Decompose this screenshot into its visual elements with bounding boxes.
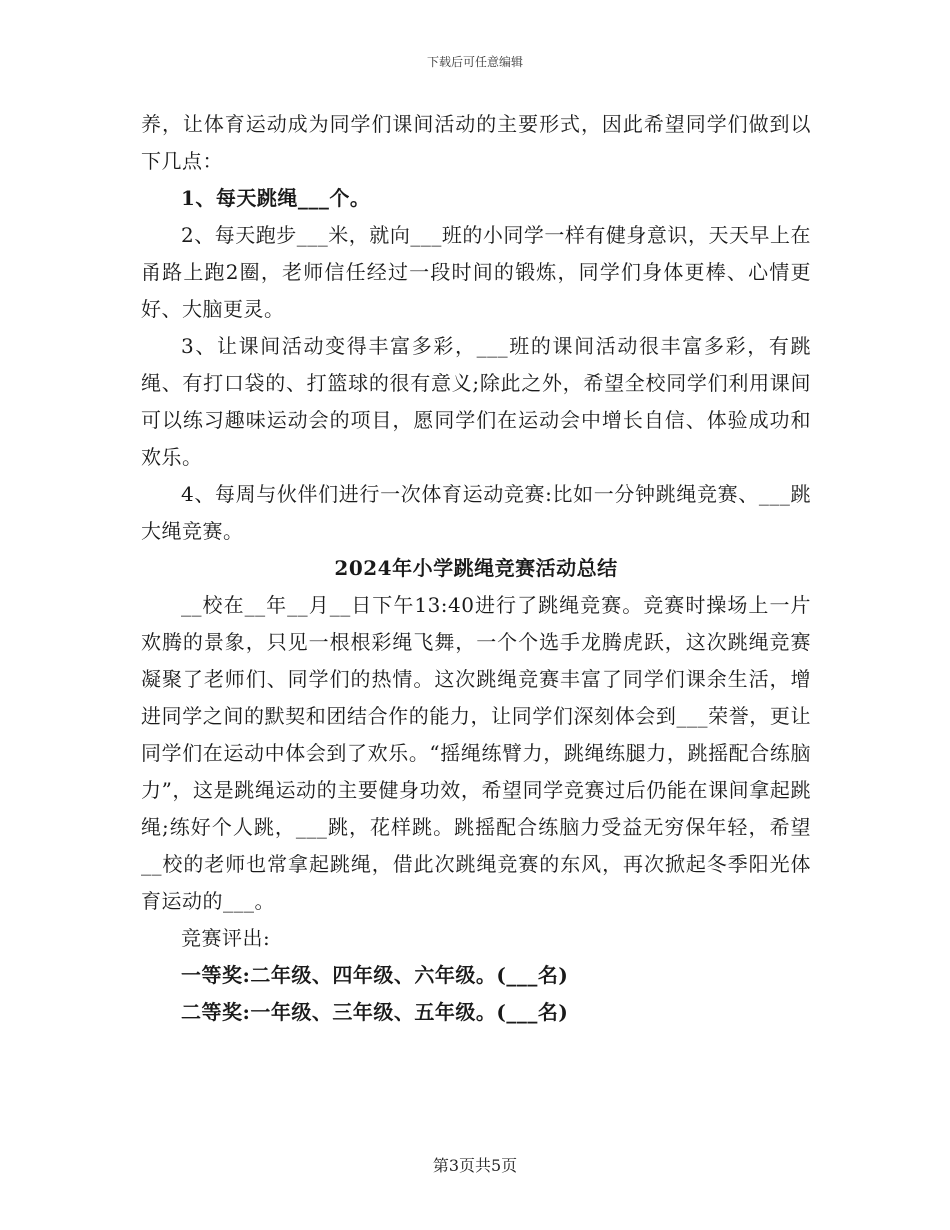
list-item-3: 3、让课间活动变得丰富多彩，___班的课间活动很丰富多彩，有跳绳、有打口袋的、打篮球的很有意义;除此之外，希望全校同学们利用课间可以练习趣味运动会的项目，愿同学们在运动会中增长自信、体验成功和欢乐。 — [141, 334, 811, 469]
page-header: 下载后可任意编辑 — [426, 55, 523, 69]
list-item-1: 1、每天跳绳___个。 — [181, 186, 371, 210]
list-item-2: 2、每天跑步___米，就向___班的小同学一样有健身意识，天天早上在甬路上跑2圈，老师信任经过一段时间的锻炼，同学们身体更棒、心情更好、大脑更灵。 — [141, 223, 811, 321]
summary-paragraph: __校在__年__月__日下午13:40进行了跳绳竞赛。竞赛时操场上一片欢腾的景象，只见一根根彩绳飞舞，一个个选手龙腾虎跃，这次跳绳竞赛凝聚了老师们、同学们的热情。这次跳绳竞赛丰富了同学们课余生活，增进同学之间的默契和团结合作的能力，让同学们深刻体会到___荣誉，更让同学们在运动中体会到了欢乐。“摇绳练臂力，跳绳练腿力，跳摇配合练脑力”，这是跳绳运动的主要健身功效，希望同学竞赛过后仍能在课间拿起跳绳;练好个人跳，___跳，花样跳。跳摇配合练脑力受益无穷保年轻，希望__校的老师也常拿起跳绳，借此次跳绳竞赛的东风，再次掀起冬季阳光体育运动的___。 — [141, 593, 811, 913]
section-title: 2024年小学跳绳竞赛活动总结 — [334, 556, 618, 580]
second-prize: 二等奖:一年级、三年级、五年级。(___名) — [181, 1000, 569, 1024]
awards-intro: 竞赛评出: — [181, 926, 271, 950]
first-prize: 一等奖:二年级、四年级、六年级。(___名) — [181, 963, 569, 987]
list-item-4: 4、每周与伙伴们进行一次体育运动竞赛:比如一分钟跳绳竞赛、___跳大绳竞赛。 — [141, 482, 811, 543]
paragraph-continuation: 养，让体育运动成为同学们课间活动的主要形式，因此希望同学们做到以下几点： — [141, 112, 811, 173]
document-body — [141, 106, 811, 1031]
page-number: 第3页共5页 — [432, 1156, 518, 1175]
